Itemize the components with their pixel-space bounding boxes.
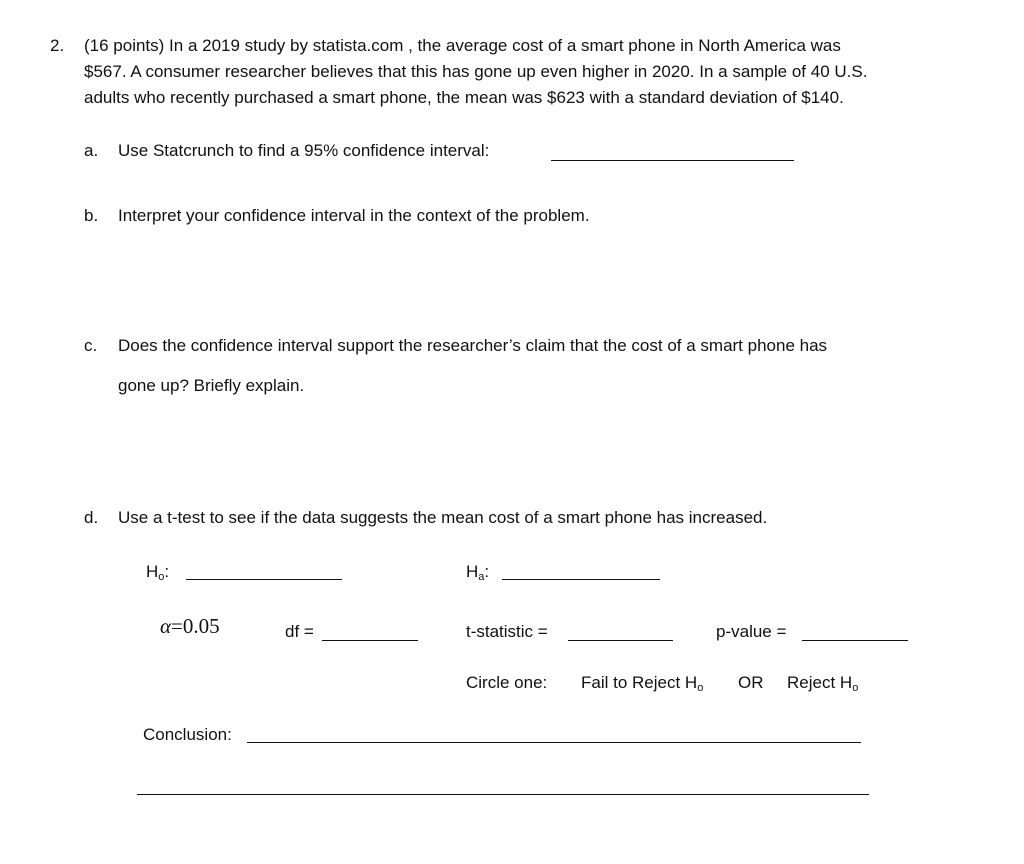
null-hypothesis-label: $H_o$:	[146, 562, 170, 583]
part-b-letter: b.	[84, 206, 99, 225]
t-statistic-label: t-statistic =	[466, 622, 548, 641]
conclusion-answer-line-2[interactable]	[137, 794, 869, 795]
part-b-prompt: Interpret your confidence interval in the context of the problem.	[118, 206, 590, 225]
part-a-prompt: Use Statcrunch to find a 95% confidence interval:	[118, 141, 490, 160]
or-separator: OR	[738, 673, 764, 692]
significance-level: α=0.05	[160, 614, 220, 638]
alternative-hypothesis-label: $H_a$:	[466, 562, 490, 583]
part-d-prompt: Use a t-test to see if the data suggests the mean cost of a smart phone has increased.	[118, 508, 768, 527]
part-c-prompt-line-2: gone up? Briefly explain.	[118, 376, 305, 395]
conclusion-label: Conclusion:	[143, 725, 232, 744]
part-a-letter: a.	[84, 141, 99, 160]
part-d-letter: d.	[84, 508, 99, 527]
p-value-label: p-value =	[716, 622, 787, 641]
fail-to-reject-option[interactable]: Fail to Reject $H_o$	[581, 673, 704, 694]
conclusion-answer-line-1[interactable]	[247, 742, 861, 743]
question-text-line-3: adults who recently purchased a smart phone, the mean was $623 with a standard deviation of $140.	[84, 88, 844, 107]
p-value-answer-line[interactable]	[802, 640, 908, 641]
null-hypothesis-answer-line[interactable]	[186, 579, 342, 580]
question-text-line-1: (16 points) In a 2019 study by statista.com , the average cost of a smart phone in North America was	[84, 36, 841, 55]
part-c-letter: c.	[84, 336, 98, 355]
reject-option[interactable]: Reject $H_o$	[787, 673, 859, 694]
alternative-hypothesis-answer-line[interactable]	[502, 579, 660, 580]
df-answer-line[interactable]	[322, 640, 418, 641]
circle-one-label: Circle one:	[466, 673, 548, 692]
part-c-prompt-line-1: Does the confidence interval support the researcher’s claim that the cost of a smart phone has	[118, 336, 828, 355]
question-text-line-2: $567. A consumer researcher believes that this has gone up even higher in 2020. In a sample of 40 U.S.	[84, 62, 868, 81]
confidence-interval-answer-line[interactable]	[551, 160, 794, 161]
df-label: df =	[285, 622, 314, 641]
t-statistic-answer-line[interactable]	[568, 640, 673, 641]
question-number: 2.	[50, 36, 65, 55]
